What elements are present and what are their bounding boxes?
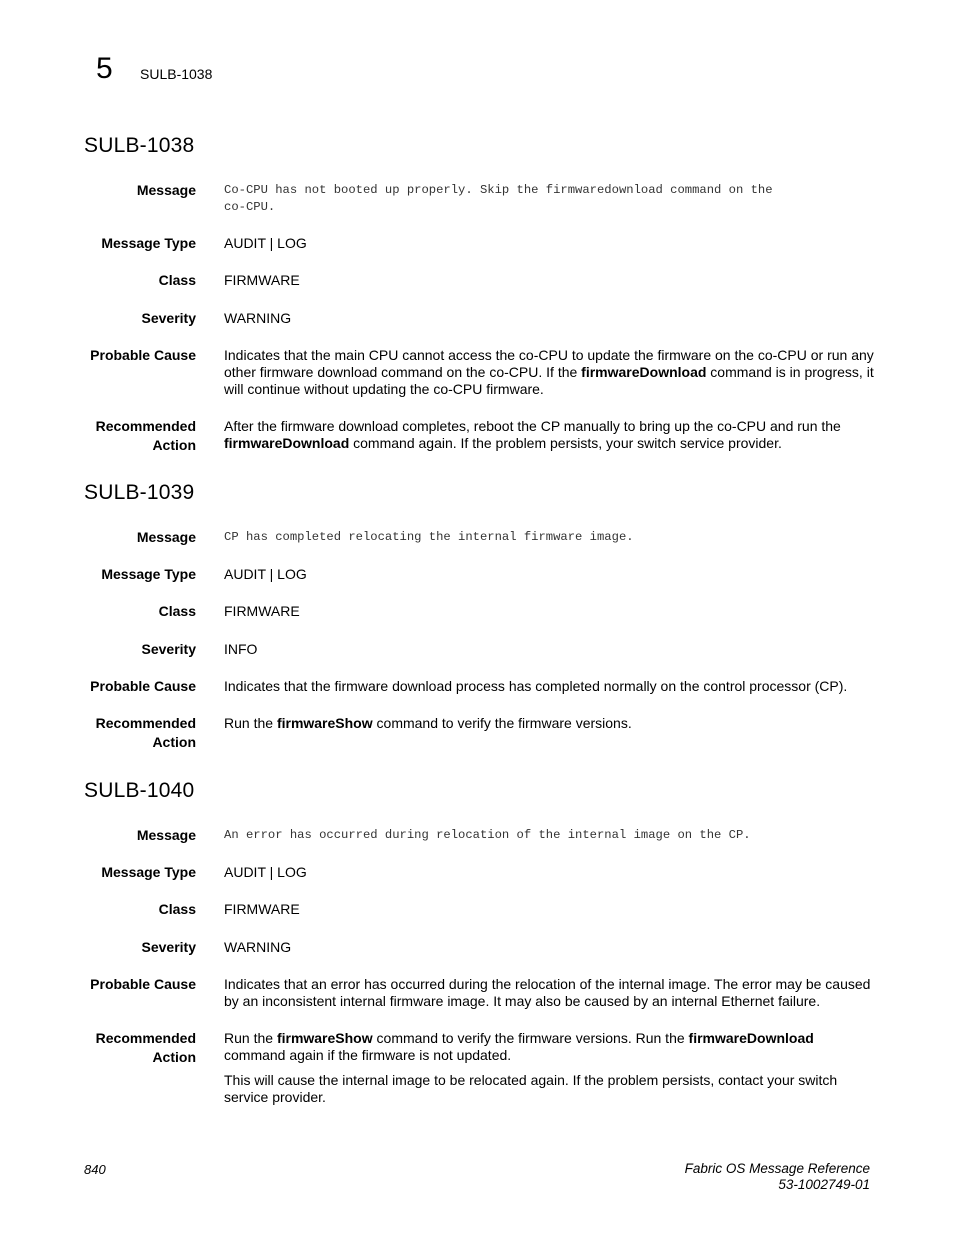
- command-name: firmwareDownload: [581, 364, 707, 380]
- class-value: FIRMWARE: [224, 603, 300, 619]
- chapter-number: 5: [96, 52, 113, 85]
- text-run: command is in progress, it will continue without updating the co-CPU firmware.: [224, 364, 874, 397]
- message-type-label: Message Type: [101, 566, 196, 582]
- severity-label: Severity: [141, 939, 196, 955]
- message-label: Message: [136, 827, 196, 843]
- probable-cause-text: Indicates that the firmware download process has completed normally on the control processor (CP).: [224, 678, 848, 694]
- message-type-value: AUDIT | LOG: [224, 235, 307, 251]
- label-line: Recommended: [95, 715, 196, 731]
- severity-label: Severity: [141, 310, 196, 326]
- severity-value: WARNING: [224, 939, 292, 955]
- recommended-action-label: [96, 714, 196, 752]
- severity-value: INFO: [224, 641, 258, 657]
- probable-cause-label: Probable Cause: [90, 678, 196, 694]
- text-run: command to verify the firmware versions.: [372, 715, 632, 731]
- label-line: Action: [152, 734, 196, 750]
- text-run: Run the: [224, 715, 277, 731]
- section-title: SULB-1038: [84, 134, 195, 157]
- recommended-action-text: [224, 1030, 874, 1114]
- message-text-line: co-CPU.: [224, 200, 276, 214]
- message-text: [224, 182, 874, 216]
- text-run: After the firmware download completes, reboot the CP manually to bring up the co-CPU and run the: [224, 418, 841, 434]
- text-run: command again. If the problem persists, your switch service provider.: [349, 435, 782, 451]
- probable-cause-label: Probable Cause: [90, 976, 196, 992]
- recommended-action-label: [96, 417, 196, 455]
- class-label: Class: [158, 272, 196, 288]
- page-number: 840: [84, 1162, 106, 1177]
- label-line: Recommended: [95, 1030, 196, 1046]
- label-line: Action: [152, 437, 196, 453]
- class-label: Class: [158, 901, 196, 917]
- class-label: Class: [158, 603, 196, 619]
- label-line: Recommended: [95, 418, 196, 434]
- command-name: firmwareShow: [276, 1030, 373, 1046]
- section-title: SULB-1040: [84, 779, 195, 802]
- text-run: command again if the firmware is not updated.: [224, 1047, 512, 1063]
- text-run: Indicates that the main CPU cannot access the co-CPU to update the firmware on the co-CPU or run any other firmware download command on the co-CPU. If the: [224, 347, 874, 380]
- class-value: FIRMWARE: [224, 272, 300, 288]
- action-paragraph: [224, 1030, 874, 1064]
- message-label: Message: [136, 182, 196, 198]
- probable-cause-label: Probable Cause: [90, 347, 196, 363]
- class-value: FIRMWARE: [224, 901, 300, 917]
- message-type-label: Message Type: [101, 235, 196, 251]
- message-label: Message: [136, 529, 196, 545]
- running-head: SULB-1038: [140, 66, 213, 82]
- message-type-value: AUDIT | LOG: [224, 566, 307, 582]
- doc-number: 53-1002749-01: [778, 1177, 870, 1192]
- section-title: SULB-1039: [84, 481, 195, 504]
- message-type-label: Message Type: [101, 864, 196, 880]
- text-run: Run the: [224, 1030, 277, 1046]
- recommended-action-text: [224, 715, 874, 732]
- label-line: Action: [152, 1049, 196, 1065]
- recommended-action-label: [96, 1029, 196, 1067]
- message-type-value: AUDIT | LOG: [224, 864, 307, 880]
- action-paragraph: This will cause the internal image to be relocated again. If the problem persists, contact your switch service provider.: [224, 1072, 838, 1105]
- command-name: firmwareDownload: [224, 435, 350, 451]
- severity-value: WARNING: [224, 310, 292, 326]
- probable-cause-text: Indicates that an error has occurred during the relocation of the internal image. The error may be caused by an inconsistent internal firmware image. It may also be caused by an internal Ethernet failure.: [224, 976, 871, 1009]
- message-text-line: Co-CPU has not booted up properly. Skip the firmwaredownload command on the: [224, 183, 773, 197]
- probable-cause-text: [224, 347, 874, 398]
- message-text: An error has occurred during relocation of the internal image on the CP.: [224, 828, 751, 842]
- severity-label: Severity: [141, 641, 196, 657]
- footer-doc-info: [685, 1161, 870, 1193]
- recommended-action-text: [224, 418, 874, 452]
- command-name: firmwareDownload: [688, 1030, 814, 1046]
- text-run: command to verify the firmware versions. Run the: [372, 1030, 689, 1046]
- command-name: firmwareShow: [276, 715, 373, 731]
- message-text: CP has completed relocating the internal firmware image.: [224, 530, 634, 544]
- book-title: Fabric OS Message Reference: [684, 1161, 870, 1176]
